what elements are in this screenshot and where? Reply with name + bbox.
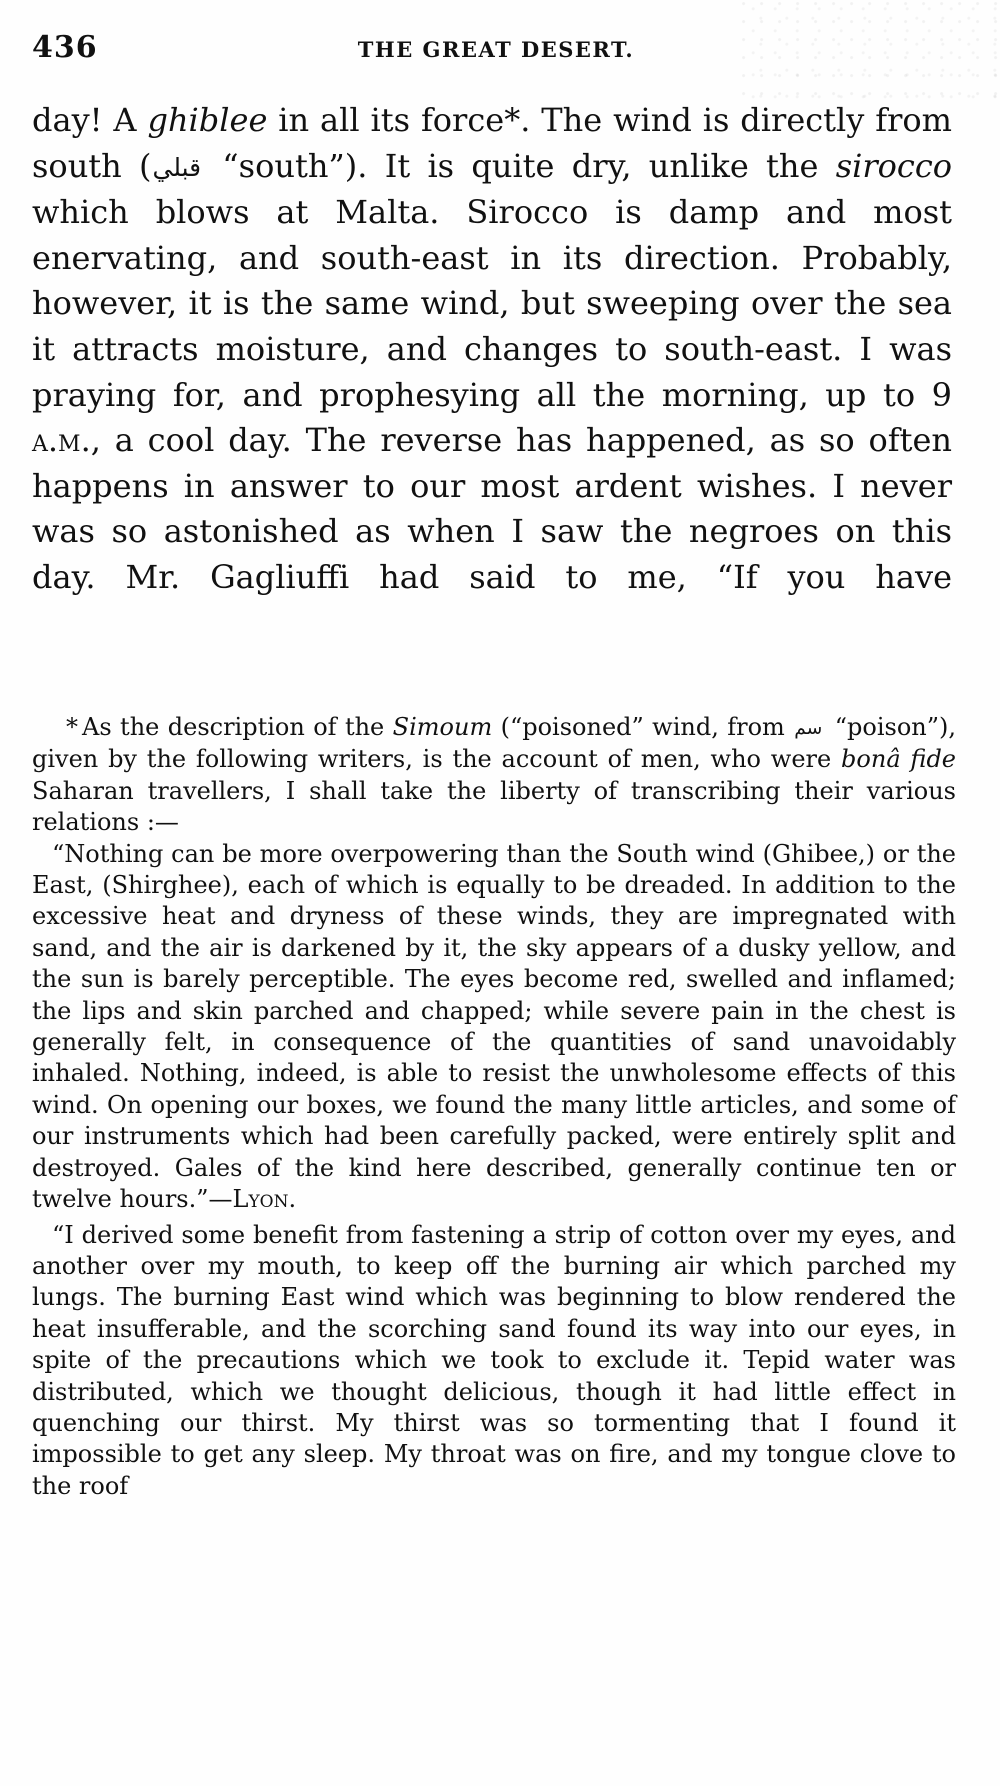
quote-attribution: Lyon. (232, 1185, 297, 1214)
arabic-word-poison: سم (794, 718, 823, 739)
quote-lyon (32, 839, 956, 1216)
term-sirocco: sirocco (835, 146, 953, 185)
term-bona-fide: bonâ fide (841, 745, 957, 774)
term-simoum: Simoum (392, 713, 493, 741)
footnote-text-segment: As the description of the (82, 713, 393, 741)
page-header (32, 30, 960, 66)
main-text-segment: “south”). It is quite dry, unlike the (205, 146, 836, 185)
page-number: 436 (32, 30, 98, 65)
footnote-text-segment: (“poisoned” wind, from (492, 713, 794, 741)
running-title: THE GREAT DESERT. (357, 37, 635, 62)
quote-lyon-text: “Nothing can be more overpowering than the South wind (Ghibee,) or the East, (Shirghee), each of which is equally to be dreaded. In addition to the excessive heat and dryness of these winds, they are impregnated with sand, and the air is darkened by it, the sky appears of a dusky yellow, and the sun is barely perceptible. The eyes become red, swelled and inflamed; the lips and skin parched and chapped; while severe pain in the chest is generally felt, in consequence of the quantities of sand unavoidably inhaled. Nothing, indeed, is able to resist the unwholesome effects of this wind. On opening our boxes, we found the many little articles, and some of our instruments which had been carefully packed, were entirely split and destroyed. Gales of the kind here described, generally continue ten or twelve hours.”— (32, 839, 956, 1214)
footnote-text-segment: “poison”), given by the following writers, is the account of men, who were (32, 713, 956, 774)
footnote-marker: * (66, 713, 78, 741)
footnote-text-segment: Saharan travellers, I shall take the liberty of transcribing their various relations :— (32, 776, 956, 837)
main-text (32, 98, 952, 601)
footnote-block (32, 712, 956, 1502)
term-ghiblee: ghiblee (147, 101, 268, 139)
arabic-word-south: قبلي (152, 152, 202, 182)
footnote-intro (32, 712, 956, 839)
main-text-segment: , a cool day. The reverse has happened, as so often happens in answer to our most ardent wishes. I never was so astonished as when I saw the negroes on this day. Mr. Gagliuffi had said to me, “If you have (32, 421, 952, 596)
main-text-segment: in all its force*. The wind is directly from south ( (32, 101, 953, 185)
quote-second (32, 1220, 956, 1503)
quote-second-text: “I derived some benefit from fastening a strip of cotton over my eyes, and another over my mouth, to keep off the burning air which parched my lungs. The burning East wind which was beginning to blow rendered the heat insufferable, and the scorching sand found its way into our eyes, in spite of the precautions which we took to exclude it. Tepid water was distributed, which we thought delicious, though it had little effect in quenching our thirst. My thirst was so tormenting that I found it impossible to get any sleep. My throat was on fire, and my tongue clove to the roof (32, 1220, 956, 1500)
main-text-segment: which blows at Malta. Sirocco is damp and most enervating, and south-east in its direction. Probably, however, it is the same wind, but sweeping over the sea it attracts moisture, and changes to south-east. I was praying for, and prophesying all the morning, up to 9 (32, 193, 952, 414)
main-text-segment: day! A (32, 101, 148, 139)
time-am: a.m. (32, 421, 91, 460)
main-paragraph (32, 98, 952, 601)
